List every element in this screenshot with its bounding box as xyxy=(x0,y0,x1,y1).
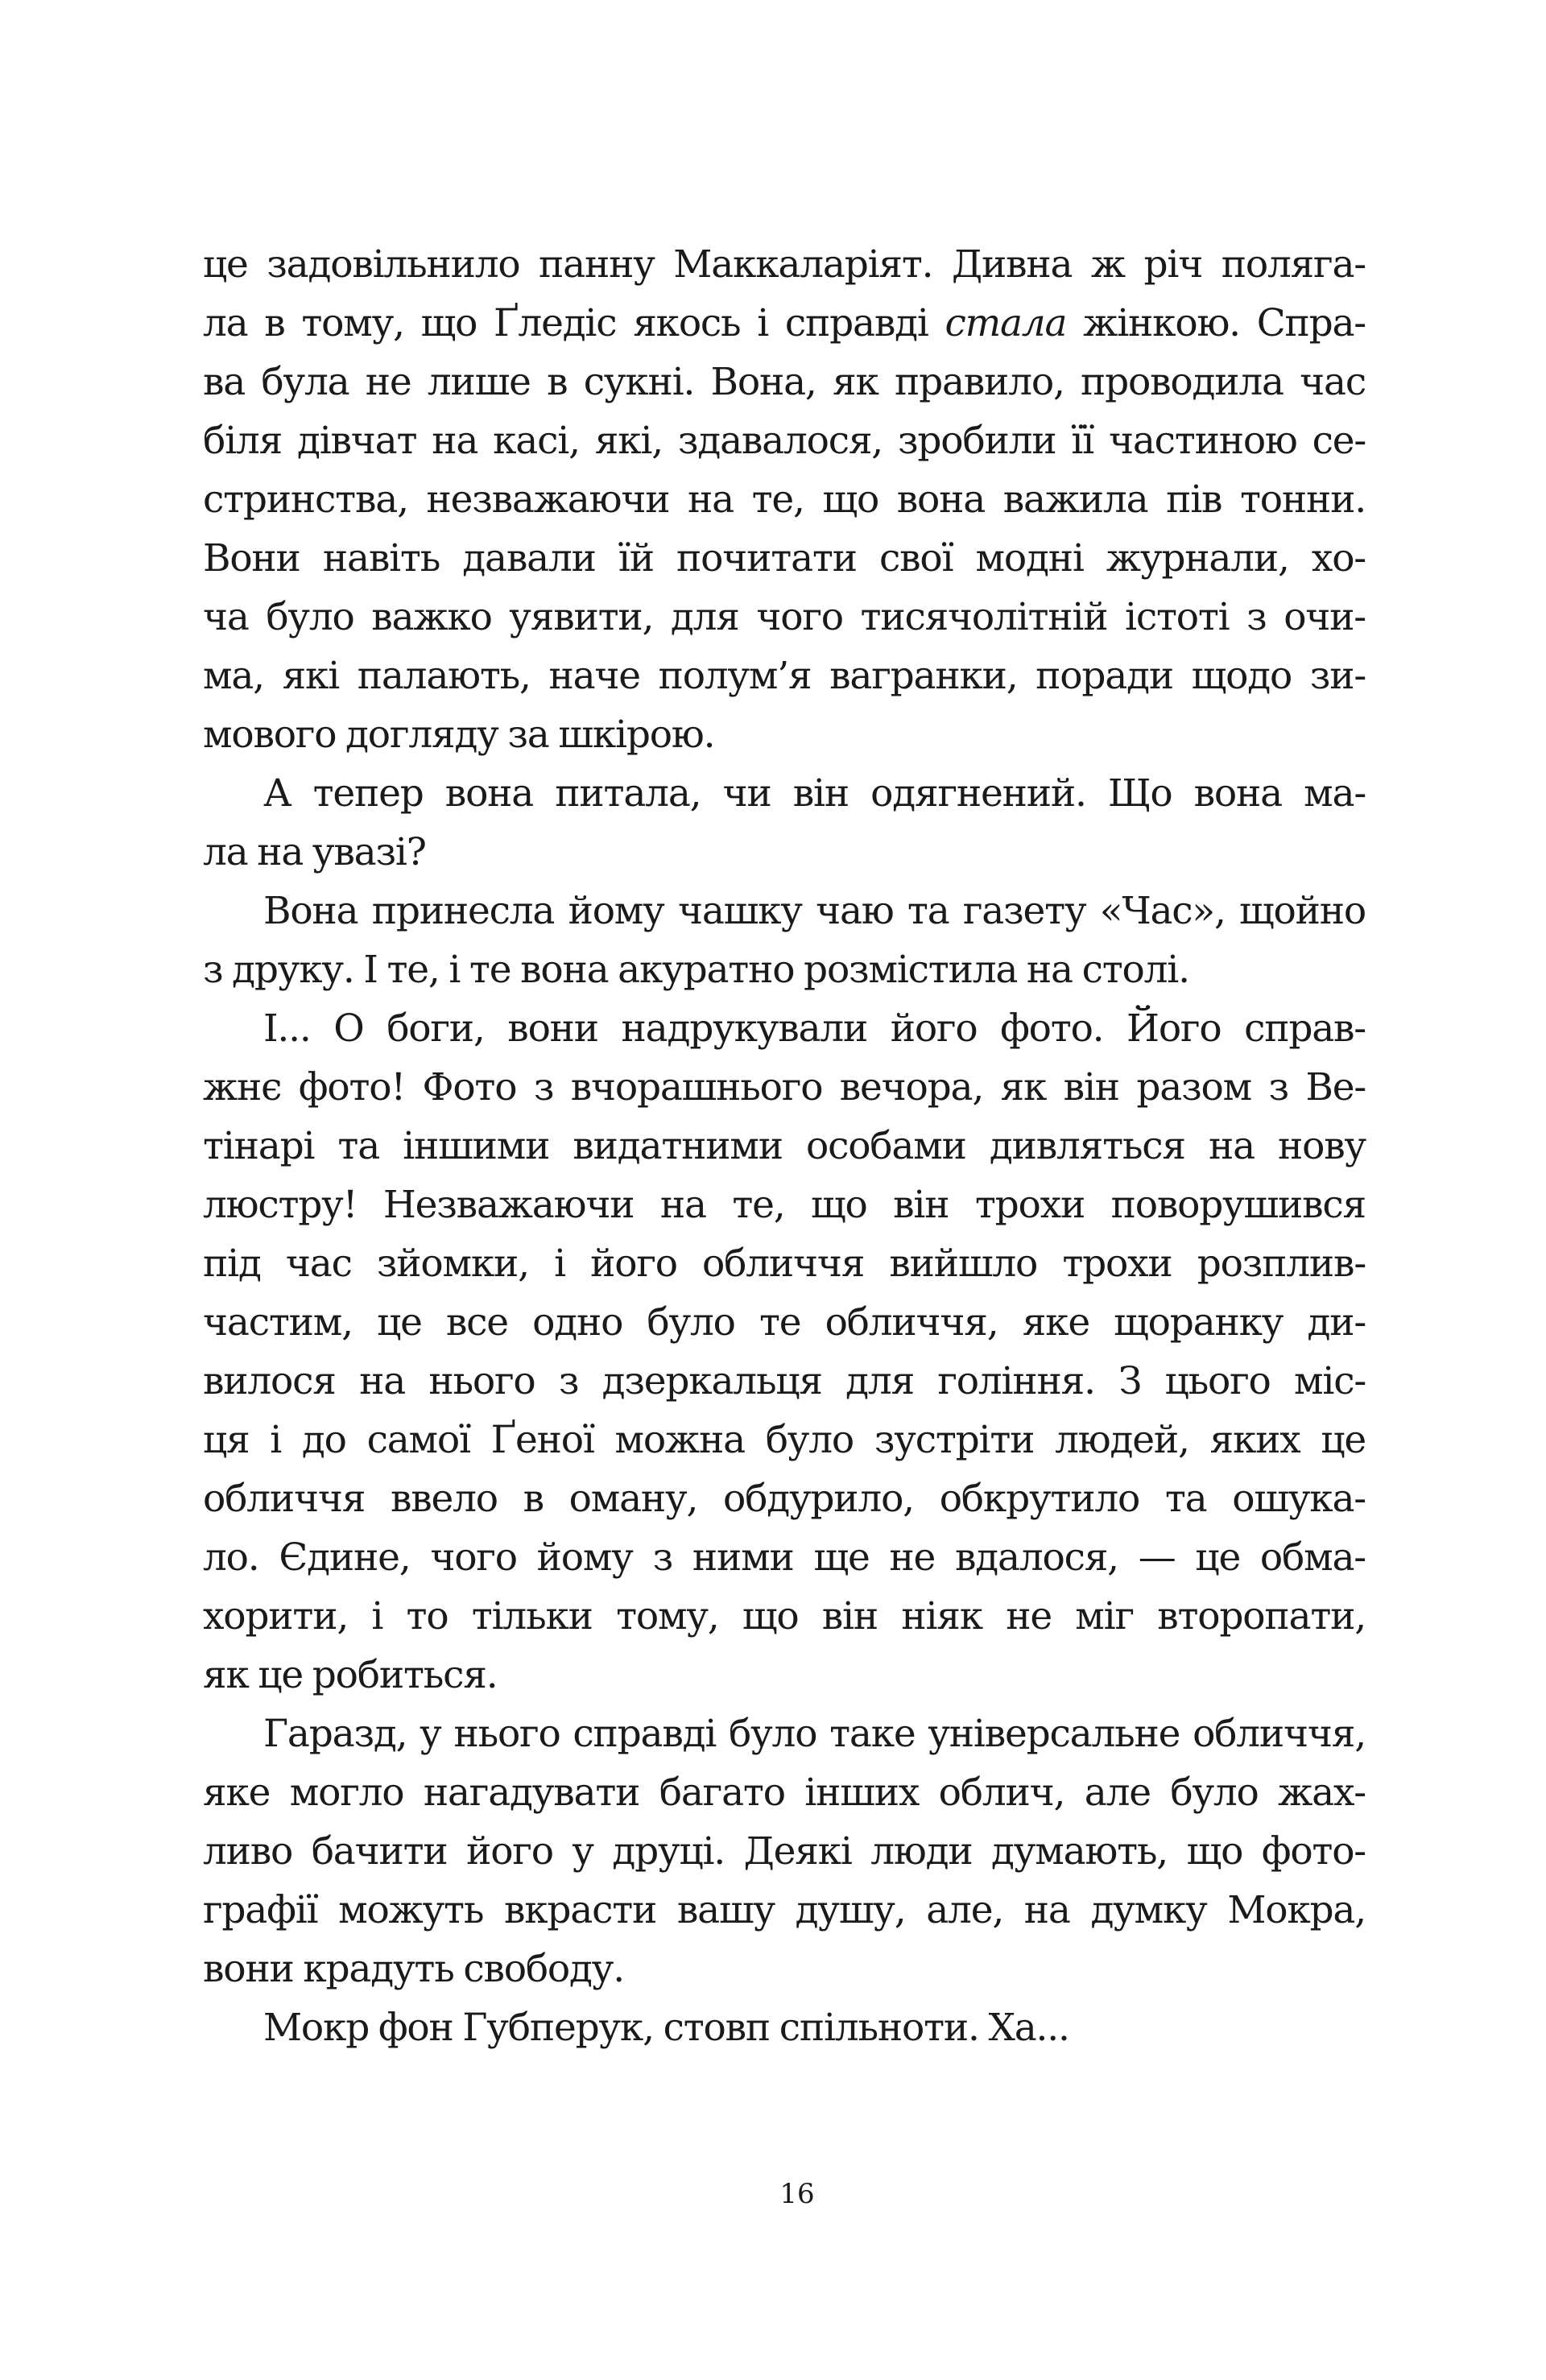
text-line: з друку. І те, і те вона акуратно розмістила на столі. xyxy=(203,948,1189,992)
text-line: ча було важко уявити, для чого тисячолітній істоті з очи- xyxy=(203,595,1366,639)
page-number: 16 xyxy=(779,2178,815,2210)
text-line: Вони навіть давали їй почитати свої модні журнали, хо- xyxy=(203,536,1366,581)
text-line: хорити, і то тільки тому, що він ніяк не міг второпати, xyxy=(203,1594,1366,1638)
text-line: частим, це все одно було те обличчя, яке щоранку ди- xyxy=(203,1300,1366,1345)
text-line: обличчя ввело в оману, обдурило, обкрутило та ошука- xyxy=(203,1477,1366,1521)
text-line xyxy=(203,294,1366,353)
text-line: стринства, незважаючи на те, що вона важила пів тонни. xyxy=(203,477,1366,522)
text-line: біля дівчат на касі, які, здавалося, зробили її частиною се- xyxy=(203,419,1366,463)
text-line: вони крадуть свободу. xyxy=(203,1947,624,1991)
body-text xyxy=(203,235,1366,2057)
text-line: ма, які палають, наче полум’я вагранки, поради щодо зи- xyxy=(203,654,1366,698)
text-line: Гаразд, у нього справді було таке універсальне обличчя, xyxy=(263,1712,1366,1756)
text-line: Вона принесла йому чашку чаю та газету «Час», щойно xyxy=(263,889,1366,933)
text-line: жнє фото! Фото з вчорашнього вечора, як він разом з Ве- xyxy=(203,1065,1366,1109)
text-line: це задовільнило панну Маккаларіят. Дивна ж річ полягa- xyxy=(203,242,1366,287)
text-line: ця і до самої Ґеної можна було зустріти людей, яких це xyxy=(203,1418,1366,1462)
text-line: мового догляду за шкірою. xyxy=(203,713,715,757)
text-line: графії можуть вкрасти вашу душу, але, на думку Мокра, xyxy=(203,1888,1366,1932)
text-line: люстру! Незважаючи на те, що він трохи поворушився xyxy=(203,1183,1366,1227)
text-line: як це робиться. xyxy=(203,1653,498,1697)
text-line: під час зйомки, і його обличчя вийшло трохи розплив- xyxy=(203,1242,1366,1286)
text-line: вилося на нього з дзеркальця для гоління. З цього міс- xyxy=(203,1359,1366,1403)
text-line: яке могло нагадувати багато інших облич, але було жах- xyxy=(203,1771,1366,1815)
text-line: І... О боги, вони надрукували його фото. Його справ- xyxy=(263,1006,1366,1051)
italic-emphasis: стала xyxy=(945,301,1067,345)
text-line: А тепер вона питала, чи він одягнений. Що вона ма- xyxy=(263,771,1366,816)
text-line: ливо бачити його у друці. Деякі люди думають, що фото- xyxy=(203,1829,1366,1874)
text-line: ла на увазі? xyxy=(203,830,426,874)
text-line: ва була не лише в сукні. Вона, як правило, проводила час xyxy=(203,360,1366,404)
text-line: Мокр фон Губперук, стовп спільноти. Ха... xyxy=(263,2006,1069,2050)
text-line: тінарі та іншими видатними особами дивляться на нову xyxy=(203,1124,1366,1168)
text-span: ла в тому, що Ґледіс якось і справді xyxy=(203,301,945,345)
text-line: ло. Єдине, чого йому з ними ще не вдалося, — це обма- xyxy=(203,1535,1366,1580)
text-span: жінкою. Спра- xyxy=(1066,301,1366,345)
